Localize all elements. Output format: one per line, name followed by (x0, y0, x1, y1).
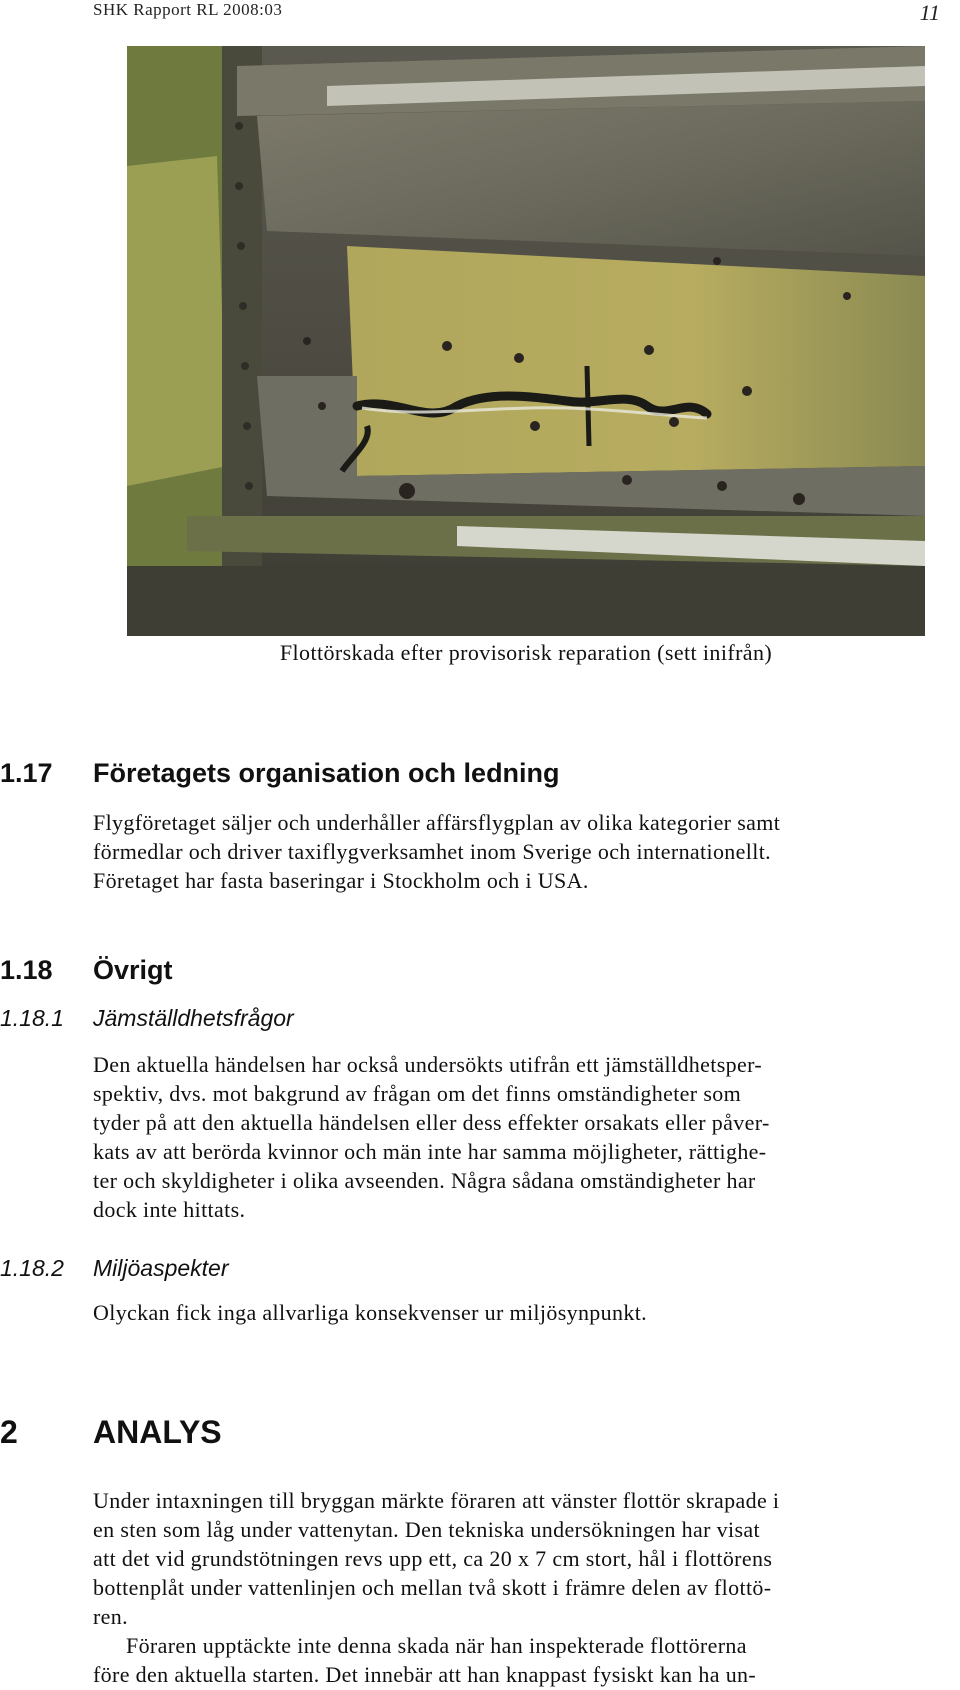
section-1-17-heading (0, 758, 560, 789)
page-number: 11 (919, 0, 940, 25)
section-2-paragraph-2 (93, 1631, 948, 1689)
section-number: 1.18 (0, 955, 53, 985)
float-damage-photo-drawing (127, 46, 925, 636)
section-title: Övrigt (93, 955, 173, 985)
text-line: en sten som låg under vattenytan. Den tekniska undersökningen har visat (93, 1517, 760, 1542)
text-line: tyder på att den aktuella händelsen eller dess effekter orsakats eller påver- (93, 1110, 770, 1135)
section-1-18-2-paragraph (93, 1298, 948, 1327)
text-line: kats av att berörda kvinnor och män inte har samma möjligheter, rättighe- (93, 1139, 767, 1164)
section-2-paragraph-1 (93, 1486, 948, 1631)
text-line: ren. (93, 1604, 128, 1629)
section-title: Jämställdhetsfrågor (93, 1005, 294, 1031)
text-line: att det vid grundstötningen revs upp ett, ca 20 x 7 cm stort, hål i flottörens (93, 1546, 773, 1571)
text-line: dock inte hittats. (93, 1197, 246, 1222)
text-line: Olyckan fick inga allvarliga konsekvenser ur miljösynpunkt. (93, 1300, 648, 1325)
section-number: 1.18.2 (0, 1255, 64, 1281)
text-line: Under intaxningen till bryggan märkte föraren att vänster flottör skrapade i (93, 1488, 780, 1513)
text-line: Föraren upptäckte inte denna skada när han inspekterade flottörerna (126, 1633, 747, 1658)
section-number: 2 (0, 1414, 18, 1450)
section-1-17-paragraph (93, 808, 948, 895)
section-1-18-1-paragraph (93, 1050, 948, 1224)
text-line: Den aktuella händelsen har också undersökts utifrån ett jämställdhetsper- (93, 1052, 763, 1077)
section-2-heading (0, 1414, 222, 1451)
section-1-18-2-heading (0, 1255, 229, 1282)
section-1-18-1-heading (0, 1005, 294, 1032)
section-1-18-heading (0, 955, 173, 986)
float-damage-photo (127, 46, 925, 636)
figure-caption: Flottörskada efter provisorisk reparation (sett inifrån) (279, 640, 773, 665)
section-title: ANALYS (93, 1414, 222, 1450)
section-number: 1.17 (0, 758, 53, 788)
text-line: bottenplåt under vattenlinjen och mellan två skott i främre delen av flottö- (93, 1575, 772, 1600)
text-line: ter och skyldigheter i olika avseenden. Några sådana omständigheter har (93, 1168, 756, 1193)
text-line: Flygföretaget säljer och underhåller affärsflygplan av olika kategorier samt (93, 810, 781, 835)
text-line: före den aktuella starten. Det innebär att han knappast fysiskt kan ha un- (93, 1662, 757, 1687)
text-line: spektiv, dvs. mot bakgrund av frågan om det finns omständigheter som (93, 1081, 742, 1106)
report-header: SHK Rapport RL 2008:03 (93, 0, 283, 19)
text-line: Företaget har fasta baseringar i Stockholm och i USA. (93, 868, 589, 893)
section-number: 1.18.1 (0, 1005, 64, 1031)
section-title: Företagets organisation och ledning (93, 758, 560, 788)
text-line: förmedlar och driver taxiflygverksamhet inom Sverige och internationellt. (93, 839, 772, 864)
section-title: Miljöaspekter (93, 1255, 229, 1281)
